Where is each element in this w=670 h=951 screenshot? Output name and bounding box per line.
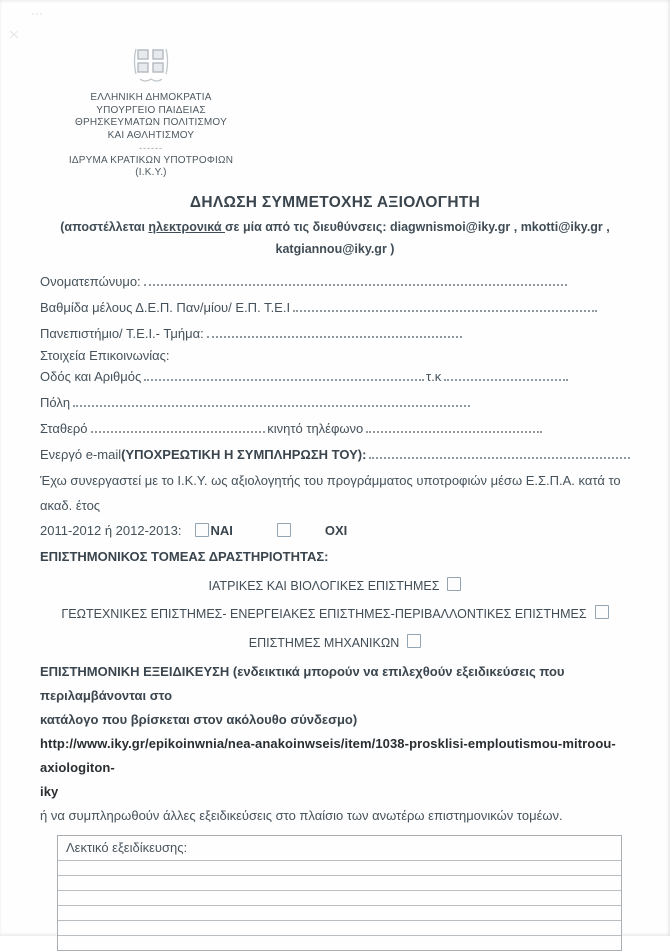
form-fields — [40, 269, 630, 468]
scientific-sector-options — [40, 572, 630, 658]
email-label: Ενεργό e-mail — [40, 446, 122, 462]
landline-label: Σταθερό — [40, 420, 88, 436]
field-row-university — [40, 321, 630, 347]
scientific-sector-heading: ΕΠΙΣΤΗΜΟΝΙΚΟΣ ΤΟΜΕΑΣ ΔΡΑΣΤΗΡΙΟΤΗΤΑΣ: — [40, 548, 329, 564]
subtitle-electronically: ηλεκτρονικά — [148, 219, 225, 234]
rank-input-line[interactable] — [293, 310, 597, 312]
field-row-fullname — [40, 269, 630, 295]
specialization-heading-line1: ΕΠΙΣΤΗΜΟΝΙΚΗ ΕΞΕΙΔΙΚΕΥΣΗ (ενδεικτικά μπορούν να επιλεχθούν εξειδικεύσεις που περιλαμβάνονται στο — [40, 664, 565, 703]
city-label: Πόλη — [40, 394, 71, 410]
landline-input-line[interactable] — [91, 431, 266, 433]
prior-collaboration-question — [40, 468, 630, 543]
send-instructions-line1 — [40, 216, 630, 238]
scan-artifact-x-mark — [8, 28, 20, 40]
fullname-label: Ονοματεπώνυμο: — [40, 273, 141, 289]
university-input-line[interactable] — [207, 336, 462, 338]
institute-name: ΙΔΡΥΜΑ ΚΡΑΤΙΚΩΝ ΥΠΟΤΡΟΦΙΩΝ — [68, 154, 234, 166]
email-input-line[interactable] — [369, 457, 630, 459]
mobile-input-line[interactable] — [366, 431, 542, 433]
field-row-phones — [40, 416, 630, 442]
specialization-empty-row[interactable] — [58, 875, 621, 890]
government-header — [45, 0, 257, 180]
sector-geotechnical-checkbox[interactable] — [595, 605, 609, 619]
collaboration-line1: Έχω συνεργαστεί με το Ι.Κ.Υ. ως αξιολογητής του προγράμματος υποτροφιών μέσω Ε.Σ.Π.Α. κατά το ακαδ. έτος — [40, 472, 621, 513]
mobile-label: κινητό τηλέφωνο — [267, 420, 364, 436]
specialization-heading-line2: κατάλογο που βρίσκεται στον ακόλουθο σύνδεσμο) — [40, 712, 358, 727]
specialization-url-line1[interactable]: http://www.iky.gr/epikoinwnia/nea-anakoinwseis/item/1038-prosklisi-emploutismou-mitroou-axiologiton- — [40, 736, 616, 775]
org-name-line2: ΥΠΟΥΡΓΕΙΟ ΠΑΙΔΕΙΑΣ — [96, 104, 206, 116]
org-name-line4: ΚΑΙ ΑΘΛΗΤΙΣΜΟΥ — [107, 129, 195, 141]
yes-label: ΝΑΙ — [210, 522, 233, 538]
sector-option-medical — [40, 572, 630, 601]
page-title: ΔΗΛΩΣΗ ΣΥΜΜΕΤΟΧΗΣ ΑΞΙΟΛΟΓΗΤΗ — [189, 193, 481, 211]
sector-option-engineering-label: ΕΠΙΣΤΗΜΕΣ ΜΗΧΑΝΙΚΩΝ — [248, 635, 400, 650]
collaboration-years-label: 2011-2012 ή 2012-2013: — [40, 522, 182, 538]
specialization-table — [57, 835, 622, 951]
no-label: ΟΧΙ — [324, 522, 348, 538]
specialization-empty-row[interactable] — [58, 935, 621, 950]
rank-label: Βαθμίδα μέλους Δ.Ε.Π. Παν/μίου/ Ε.Π. Τ.Ε.Ι — [40, 299, 291, 315]
sector-medical-checkbox[interactable] — [447, 577, 461, 591]
institute-abbreviation: (Ι.Κ.Υ.) — [135, 167, 167, 178]
org-name-line3: ΘΡΗΣΚΕΥΜΑΤΩΝ ΠΟΛΙΤΙΣΜΟΥ — [75, 117, 227, 128]
postcode-input-line[interactable] — [444, 379, 568, 381]
street-input-line[interactable] — [144, 379, 424, 381]
sector-option-geotechnical — [40, 600, 630, 629]
header-divider: ------ — [139, 143, 163, 153]
street-label: Οδός και Αριθμός — [40, 368, 142, 384]
sector-option-engineering — [40, 629, 630, 658]
sector-option-medical-label: ΙΑΤΡΙΚΕΣ ΚΑΙ ΒΙΟΛΟΓΙΚΕΣ ΕΠΙΣΤΗΜΕΣ — [208, 578, 440, 593]
sector-engineering-checkbox[interactable] — [407, 634, 421, 648]
field-row-rank — [40, 295, 630, 321]
sector-option-geotechnical-label: ΓΕΩΤΕΧΝΙΚΕΣ ΕΠΙΣΤΗΜΕΣ- ΕΝΕΡΓΕΙΑΚΕΣ ΕΠΙΣΤΗΜΕΣ-ΠΕΡΙΒΑΛΛΟΝΤΙΚΕΣ ΕΠΙΣΤΗΜΕΣ — [61, 607, 587, 621]
subtitle-emails: σε μία από τις διευθύνσεις: diagwnismoi@iky.gr , mkotti@iky.gr , — [225, 219, 610, 234]
specialization-section — [40, 660, 630, 951]
specialization-url-line2[interactable]: iky — [40, 784, 59, 799]
specialization-empty-row[interactable] — [58, 890, 621, 905]
fullname-input-line[interactable] — [144, 284, 567, 286]
postcode-label: τ.κ — [425, 368, 442, 384]
field-row-city — [40, 390, 630, 416]
send-instructions — [40, 216, 630, 260]
collaboration-answer-row — [40, 518, 630, 543]
scan-artifact-dash — [32, 12, 46, 16]
contact-info-heading: Στοιχεία Επικοινωνίας: — [40, 347, 170, 363]
email-required-label: (ΥΠΟΧΡΕΩΤΙΚΗ Η ΣΥΜΠΛΗΡΩΣΗ ΤΟΥ): — [121, 446, 367, 462]
specialization-alternative-note: ή να συμπληρωθούν άλλες εξειδικεύσεις στο πλαίσιο των ανωτέρω επιστημονικών τομέων. — [40, 808, 563, 823]
specialization-empty-row[interactable] — [58, 920, 621, 935]
no-checkbox[interactable] — [277, 523, 291, 537]
city-input-line[interactable] — [73, 405, 470, 407]
yes-checkbox[interactable] — [195, 523, 209, 537]
specialization-table-header: Λεκτικό εξειδίκευσης: — [66, 840, 188, 855]
org-name-line1: ΕΛΛΗΝΙΚΗ ΔΗΜΟΚΡΑΤΙΑ — [90, 92, 212, 103]
university-label: Πανεπιστήμιο/ Τ.Ε.Ι.- Τμήμα: — [40, 325, 204, 341]
greek-coat-of-arms-logo — [45, 46, 257, 92]
send-instructions-line2: katgiannou@iky.gr ) — [275, 241, 395, 256]
specialization-empty-row[interactable] — [58, 905, 621, 920]
specialization-empty-row[interactable] — [58, 860, 621, 875]
field-row-street — [40, 364, 630, 390]
contact-info-heading-row — [40, 347, 630, 364]
field-row-email — [40, 442, 630, 468]
subtitle-prefix: (αποστέλλεται — [60, 219, 149, 234]
